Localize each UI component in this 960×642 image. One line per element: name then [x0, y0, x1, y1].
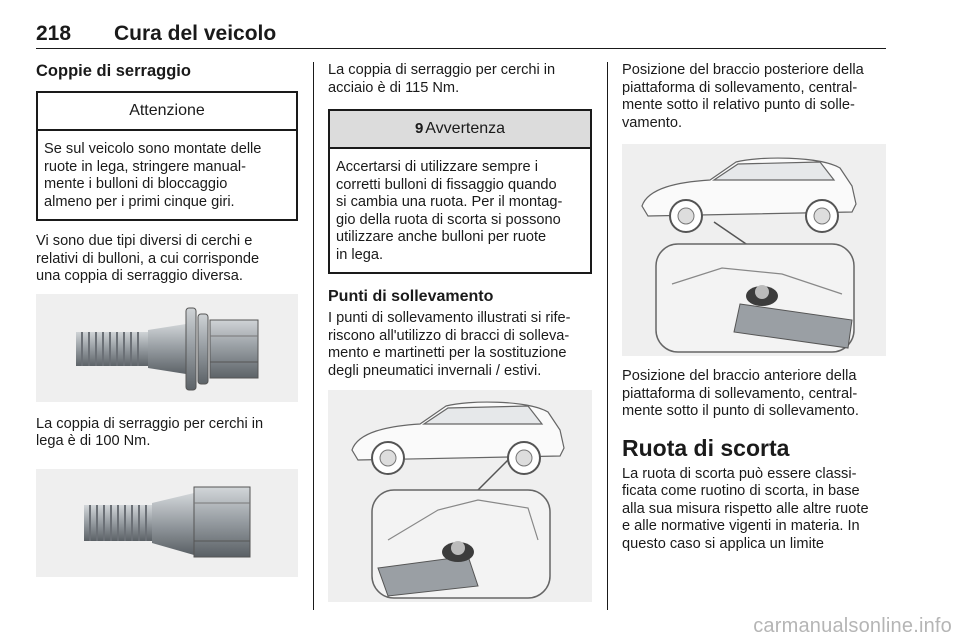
text-line: La coppia di serraggio per cerchi in: [328, 62, 556, 78]
text-line: mento e martinetti per la sostituzione: [328, 345, 567, 361]
text-line: e alle normative vigenti in materia. In: [622, 518, 860, 534]
caution-line: mente i bulloni di bloccaggio: [44, 176, 228, 192]
text-line: relativi di bulloni, a cui corrisponde: [36, 250, 260, 267]
watermark: carmanualsonline.info: [753, 615, 952, 637]
text-line: piattaforma di sollevamento, central-: [622, 385, 858, 402]
warning-title-text: Avvertenza: [425, 120, 506, 137]
warning-text: [330, 149, 590, 272]
text-line: vamento.: [622, 114, 683, 131]
warning-icon: 9: [414, 120, 424, 137]
text-line: alla sua misura rispetto alle altre ruote: [622, 500, 869, 517]
text-line: una coppia di serraggio diversa.: [36, 268, 243, 284]
column-divider-1: [313, 62, 314, 610]
page-number: 218: [36, 22, 72, 45]
warning-line: utilizzare anche bulloni per ruote: [336, 229, 547, 245]
text-line: Posizione del braccio posteriore della: [622, 62, 864, 78]
text-line: La coppia di serraggio per cerchi in: [36, 415, 264, 432]
text-line: questo caso si applica un limite: [622, 535, 824, 552]
caution-line: ruote in lega, stringere manual-: [44, 158, 246, 175]
paragraph-bolt-types: [36, 233, 298, 286]
text-line: lega è di 100 Nm.: [36, 433, 151, 449]
spare-wheel-heading: Ruota di scorta: [622, 434, 790, 461]
warning-line: gio della ruota di scorta si possono: [336, 211, 561, 228]
text-line: acciaio è di 115 Nm.: [328, 79, 460, 96]
paragraph-front-arm: [622, 368, 888, 421]
text-line: degli pneumatici invernali / estivi.: [328, 362, 542, 379]
warning-line: si cambia una ruota. Per il montag-: [336, 194, 563, 210]
text-line: Posizione del braccio anteriore della: [622, 368, 857, 384]
paragraph-lifting-points: [328, 310, 592, 380]
text-line: piattaforma di sollevamento, central-: [622, 79, 858, 96]
text-line: riscono all'utilizzo di bracci di solleva-: [328, 327, 570, 344]
front-lift-point-illustration: [622, 144, 886, 356]
text-line: La ruota di scorta può essere classi-: [622, 465, 857, 482]
alloy-wheel-bolt-illustration: [36, 469, 298, 577]
caution-title: Attenzione: [38, 93, 296, 131]
paragraph-steel-torque: [328, 62, 592, 97]
text-line: mente sotto il relativo punto di solle-: [622, 97, 855, 113]
caution-box: [36, 91, 298, 221]
column-1: [36, 62, 298, 577]
text-line: ficata come ruotino di scorta, in base: [622, 483, 860, 499]
text-line: I punti di sollevamento illustrati si rife-: [328, 310, 571, 326]
text-line: Vi sono due tipi diversi di cerchi e: [36, 233, 253, 249]
paragraph-spare-wheel: [622, 466, 888, 554]
warning-line: in lega.: [336, 246, 384, 263]
caution-line: Se sul veicolo sono montate delle: [44, 141, 262, 157]
warning-title: [330, 111, 590, 149]
page-header: [36, 20, 886, 49]
warning-box: [328, 109, 592, 274]
caution-line: almeno per i primi cinque giri.: [44, 193, 235, 210]
text-line: mente sotto il punto di sollevamento.: [622, 403, 859, 419]
paragraph-rear-arm: [622, 62, 888, 132]
lifting-points-heading: Punti di sollevamento: [328, 288, 494, 305]
column-divider-2: [607, 62, 608, 610]
column-3: [622, 62, 888, 553]
torque-heading: Coppie di serraggio: [36, 62, 191, 80]
paragraph-alloy-torque: [36, 416, 298, 451]
warning-line: corretti bulloni di fissaggio quando: [336, 176, 557, 193]
chapter-title: Cura del veicolo: [114, 22, 277, 45]
rear-lift-point-illustration: [328, 390, 592, 602]
column-2: [328, 62, 592, 602]
steel-wheel-bolt-illustration: [36, 294, 298, 402]
warning-line: Accertarsi di utilizzare sempre i: [336, 159, 538, 175]
caution-text: [38, 131, 296, 219]
